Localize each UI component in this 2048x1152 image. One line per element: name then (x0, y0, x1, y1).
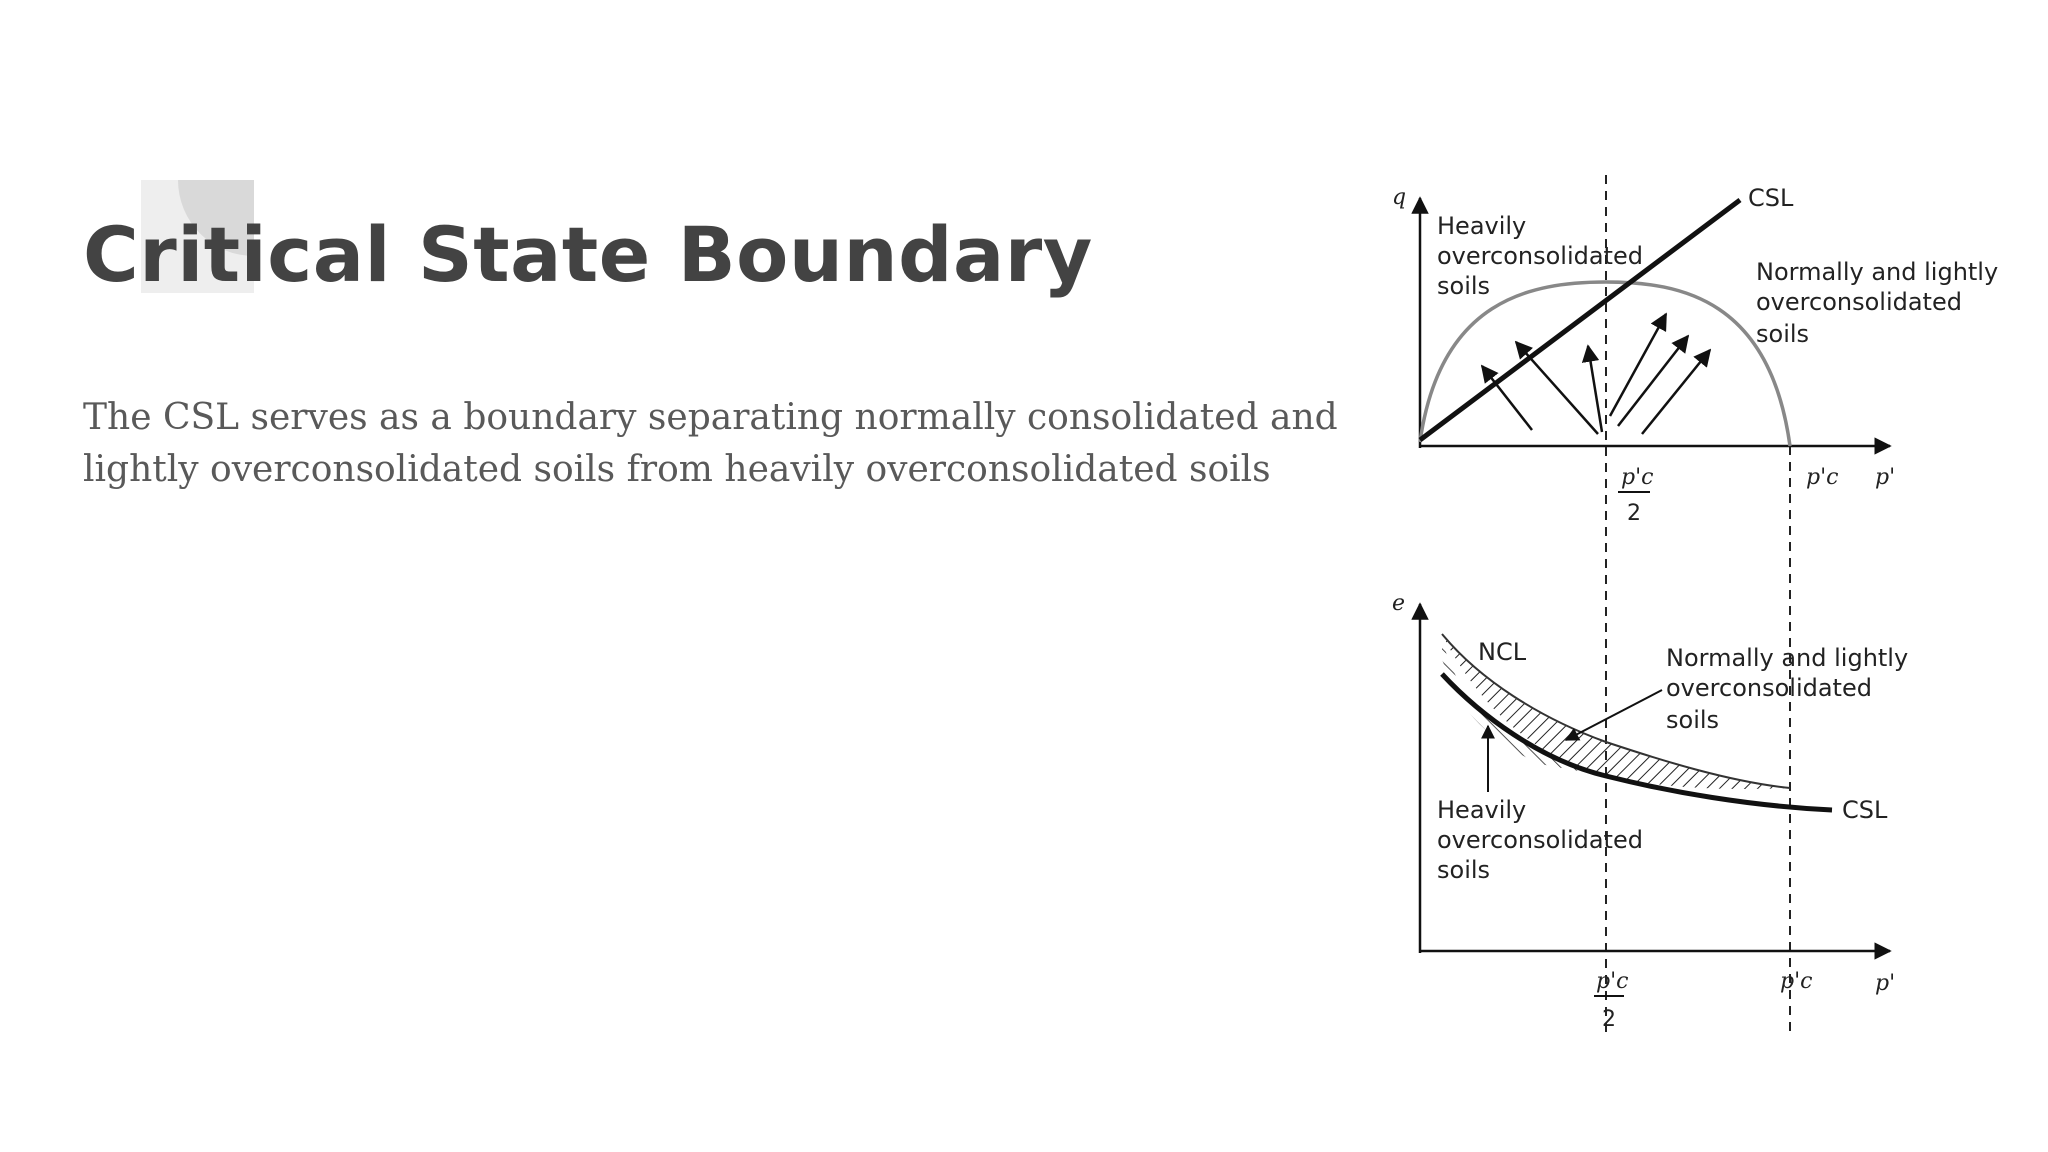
stress-path-arrow (1516, 342, 1598, 434)
body-line-1: The CSL serves as a boundary separating normally consolidated and (83, 397, 1338, 438)
bottom-y-axis-label: e (1392, 591, 1406, 616)
bottom-plot (1392, 591, 1916, 1032)
normal-pointer-arrow (1566, 690, 1662, 740)
bottom-tick-half-pc: p'c (1596, 969, 1629, 994)
slide-body-text (83, 392, 1383, 496)
bottom-tick-pc: p'c (1780, 969, 1813, 994)
bottom-tick-half-den: 2 (1602, 1007, 1616, 1032)
top-heavy-label: Heavily overconsolidated soils (1437, 212, 1643, 300)
stress-path-arrow (1588, 346, 1602, 432)
top-csl-label: CSL (1748, 184, 1794, 212)
top-normal-label: Normally and lightly overconsolidated soils (1756, 258, 1999, 348)
bottom-csl-label: CSL (1842, 796, 1888, 824)
top-tick-half-den: 2 (1627, 501, 1641, 526)
top-tick-pc: p'c (1806, 465, 1839, 490)
body-line-2: lightly overconsolidated soils from heavily overconsolidated soils (83, 449, 1271, 490)
bottom-normal-label: Normally and lightly overconsolidated soils (1666, 644, 1909, 734)
bottom-x-axis-label: p' (1875, 971, 1896, 996)
top-tick-half-pc: p'c (1621, 465, 1654, 490)
ncl-label: NCL (1478, 638, 1527, 666)
slide-title: Critical State Boundary (83, 210, 1093, 299)
top-plot (1392, 175, 2006, 1032)
top-x-axis-label: p' (1875, 465, 1896, 490)
stress-path-arrow (1642, 350, 1710, 434)
diagram-svg (1370, 170, 2010, 1040)
bottom-heavy-label: Heavily overconsolidated soils (1437, 796, 1643, 884)
top-y-axis-label: q (1392, 185, 1407, 210)
critical-state-diagram (1370, 170, 2010, 1040)
